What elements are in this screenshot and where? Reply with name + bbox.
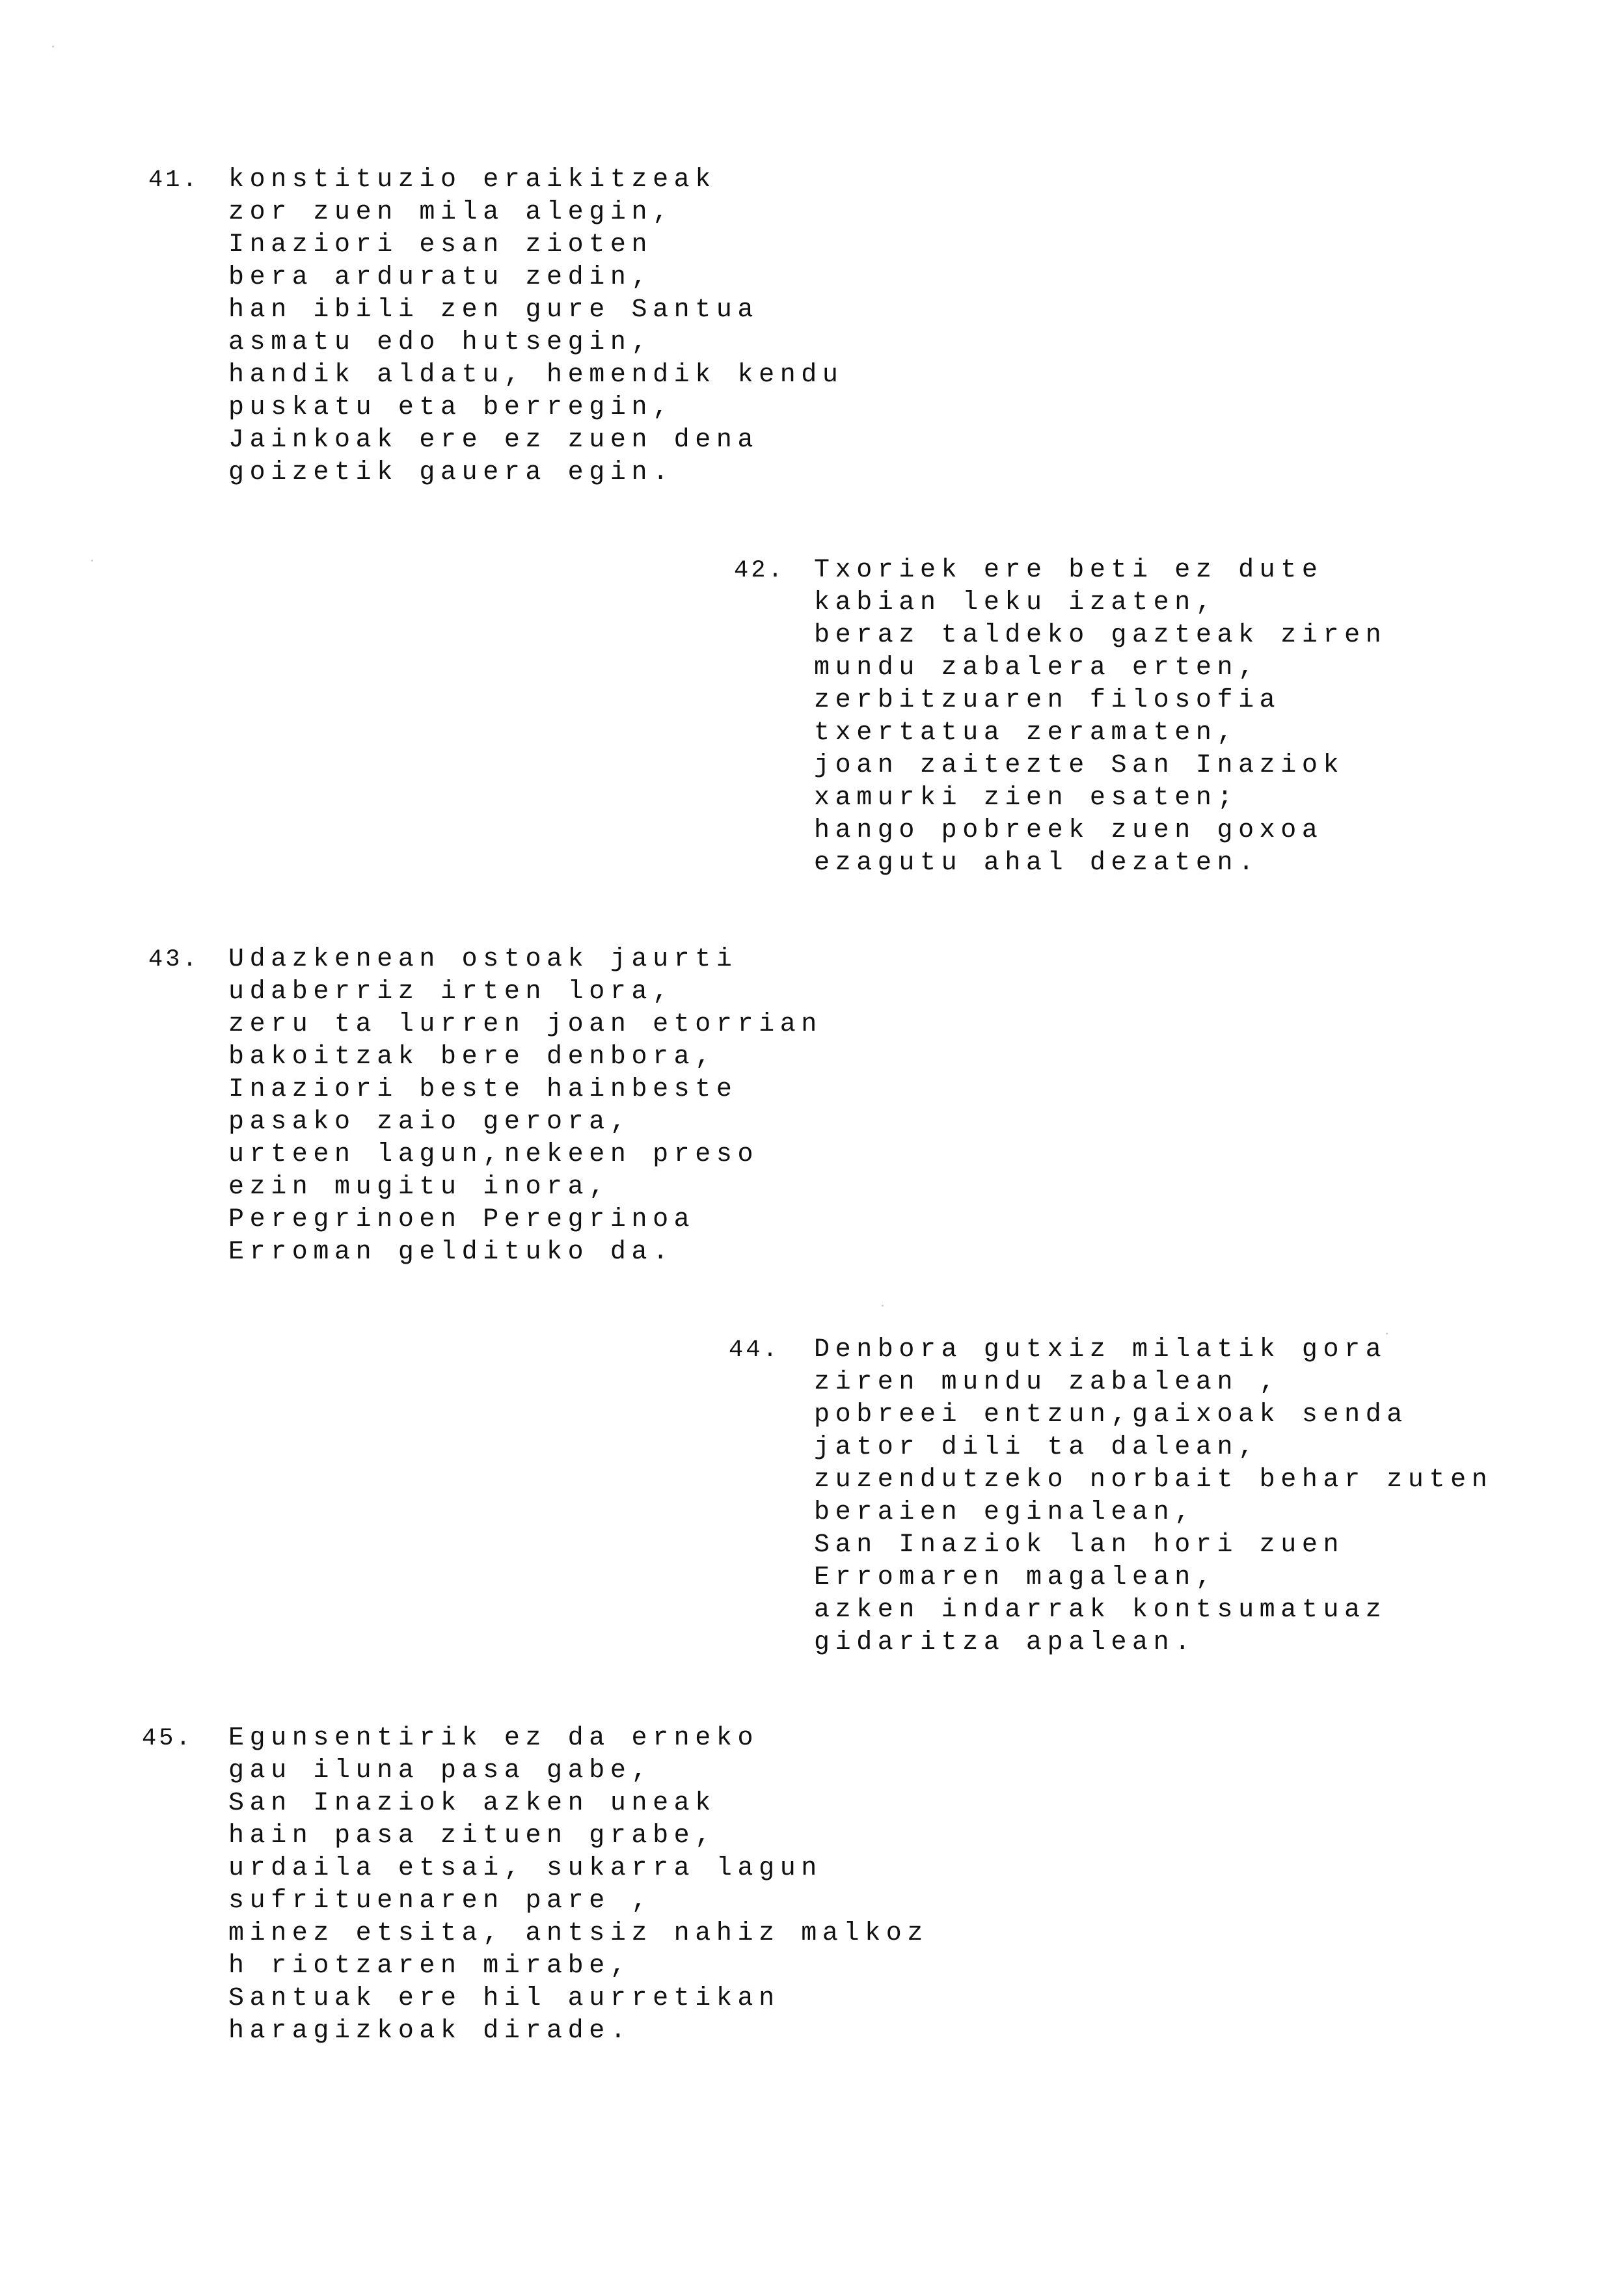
- verse-line: joan zaitezte San Inaziok: [814, 751, 1345, 780]
- verse-line: udaberriz irten lora,: [228, 977, 674, 1007]
- stanza-number: 43.: [148, 946, 200, 973]
- verse-line: gau iluna pasa gabe,: [228, 1756, 653, 1786]
- verse-line: mundu zabalera erten,: [814, 653, 1260, 683]
- verse-line: San Inaziok azken uneak: [228, 1789, 716, 1818]
- verse-line: h riotzaren mirabe,: [228, 1951, 632, 1981]
- verse-line: gidaritza apalean.: [814, 1628, 1196, 1657]
- verse-line: asmatu edo hutsegin,: [228, 328, 653, 357]
- verse-line: Denbora gutxiz milatik gora: [814, 1335, 1387, 1365]
- verse-line: Santuak ere hil aurretikan: [228, 1984, 780, 2013]
- verse-line: urteen lagun,nekeen preso: [228, 1140, 759, 1169]
- verse-line: minez etsita, antsiz nahiz malkoz: [228, 1919, 928, 1948]
- scan-speck: [882, 1305, 884, 1307]
- verse-line: zerbitzuaren filosofia: [814, 686, 1281, 715]
- scan-speck: [52, 46, 54, 48]
- stanza-lines: [814, 554, 1387, 880]
- verse-line: puskatu eta berregin,: [228, 393, 674, 422]
- stanza-number: 41.: [148, 167, 200, 194]
- verse-line: beraien eginalean,: [814, 1498, 1196, 1527]
- verse-line: ziren mundu zabalean ,: [814, 1368, 1281, 1397]
- stanza-number: 45.: [142, 1725, 193, 1752]
- verse-line: zeru ta lurren joan etorrian: [228, 1010, 822, 1039]
- stanza-lines: [228, 1722, 928, 2048]
- verse-line: ezagutu ahal dezaten.: [814, 849, 1260, 878]
- verse-line: jator dili ta dalean,: [814, 1433, 1260, 1462]
- verse-line: sufrituenaren pare ,: [228, 1886, 653, 1916]
- verse-line: bakoitzak bere denbora,: [228, 1042, 716, 1072]
- verse-line: Inaziori esan zioten: [228, 230, 653, 260]
- verse-line: Udazkenean ostoak jaurti: [228, 945, 738, 974]
- verse-line: Jainkoak ere ez zuen dena: [228, 426, 759, 455]
- verse-line: urdaila etsai, sukarra lagun: [228, 1854, 822, 1883]
- verse-line: zor zuen mila alegin,: [228, 198, 674, 227]
- verse-line: goizetik gauera egin.: [228, 458, 674, 487]
- verse-line: pobreei entzun,gaixoak senda: [814, 1400, 1408, 1430]
- stanza-lines: [228, 944, 822, 1269]
- verse-line: xamurki zien esaten;: [814, 783, 1239, 813]
- verse-line: Erroman geldituko da.: [228, 1238, 674, 1267]
- verse-line: hain pasa zituen grabe,: [228, 1821, 716, 1851]
- verse-line: Erromaren magalean,: [814, 1563, 1217, 1592]
- stanza-number: 42.: [734, 557, 785, 584]
- verse-line: bera arduratu zedin,: [228, 263, 653, 292]
- stanza-number: 44.: [729, 1337, 780, 1364]
- verse-line: azken indarrak kontsumatuaz: [814, 1596, 1387, 1625]
- scan-speck: [91, 560, 93, 562]
- verse-line: kabian leku izaten,: [814, 588, 1217, 618]
- verse-line: han ibili zen gure Santua: [228, 295, 759, 325]
- verse-line: Txoriek ere beti ez dute: [814, 556, 1323, 585]
- verse-line: Egunsentirik ez da erneko: [228, 1724, 759, 1753]
- verse-line: beraz taldeko gazteak ziren: [814, 621, 1387, 650]
- verse-line: Peregrinoen Peregrinoa: [228, 1205, 696, 1234]
- stanza-lines: [228, 164, 844, 489]
- verse-line: San Inaziok lan hori zuen: [814, 1530, 1345, 1560]
- verse-line: haragizkoak dirade.: [228, 2017, 632, 2046]
- verse-line: zuzendutzeko norbait behar zuten: [814, 1465, 1493, 1495]
- verse-line: hango pobreek zuen goxoa: [814, 816, 1323, 845]
- verse-line: konstituzio eraikitzeak: [228, 165, 716, 195]
- verse-line: handik aldatu, hemendik kendu: [228, 360, 844, 390]
- stanza-lines: [814, 1334, 1493, 1659]
- verse-line: ezin mugitu inora,: [228, 1173, 610, 1202]
- verse-line: txertatua zeramaten,: [814, 718, 1239, 748]
- verse-line: Inaziori beste hainbeste: [228, 1075, 738, 1104]
- verse-line: pasako zaio gerora,: [228, 1107, 632, 1137]
